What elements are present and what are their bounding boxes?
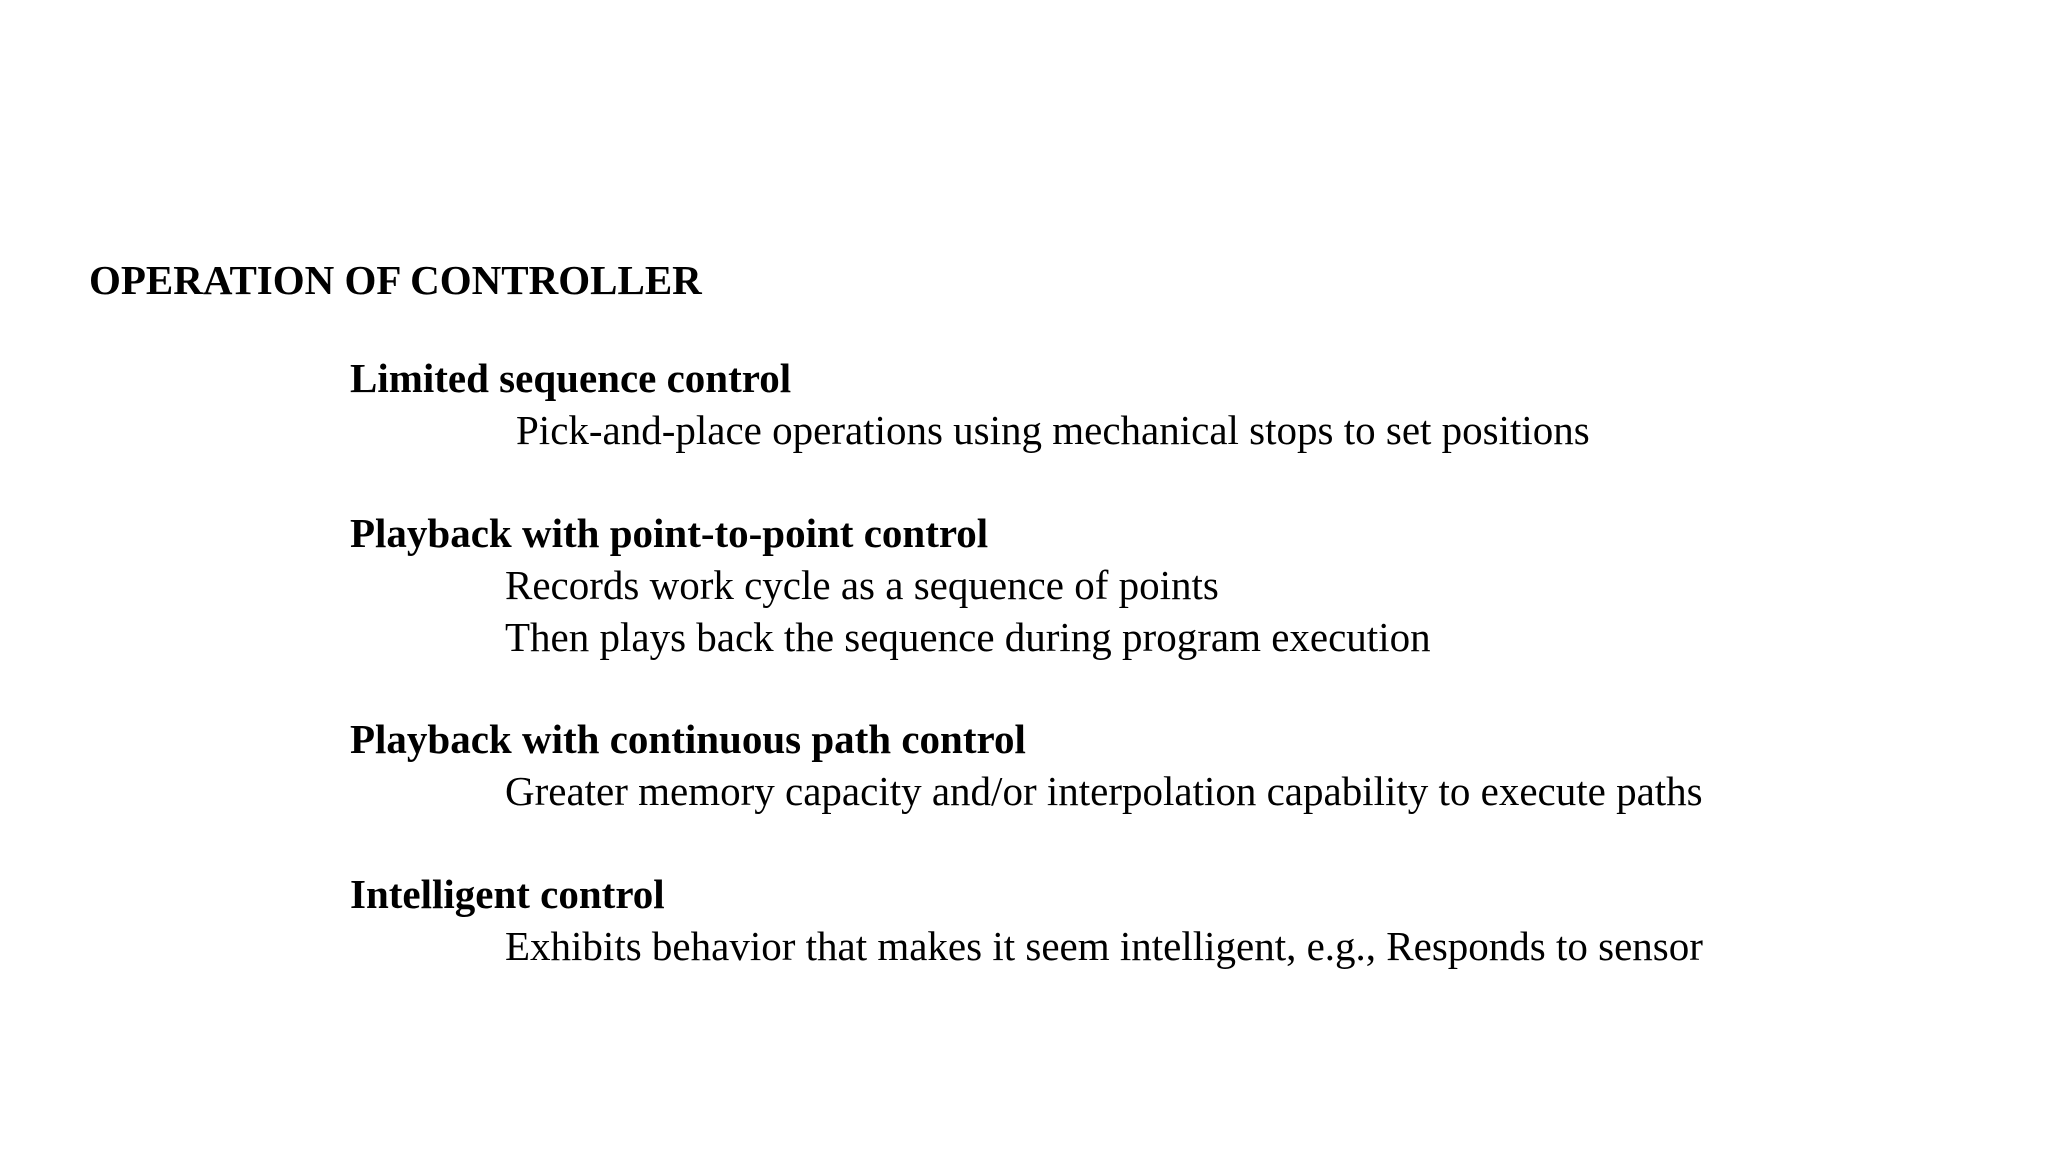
section-detail: Exhibits behavior that makes it seem intelligent, e.g., Responds to sensor bbox=[505, 923, 1703, 969]
section-detail: Then plays back the sequence during program execution bbox=[505, 614, 1431, 660]
section-point-to-point-control bbox=[350, 507, 1431, 663]
section-detail: Records work cycle as a sequence of points bbox=[505, 562, 1219, 608]
section-heading: Intelligent control bbox=[350, 871, 665, 917]
section-heading: Playback with continuous path control bbox=[350, 716, 1026, 762]
section-heading: Playback with point-to-point control bbox=[350, 510, 989, 556]
section-intelligent-control bbox=[350, 868, 1703, 972]
section-continuous-path-control bbox=[350, 713, 1703, 817]
section-limited-sequence-control bbox=[350, 352, 1590, 456]
section-detail: Greater memory capacity and/or interpolation capability to execute paths bbox=[505, 768, 1703, 814]
section-detail: Pick-and-place operations using mechanical stops to set positions bbox=[516, 407, 1590, 453]
section-heading: Limited sequence control bbox=[350, 355, 792, 401]
page-title: OPERATION OF CONTROLLER bbox=[89, 257, 702, 303]
